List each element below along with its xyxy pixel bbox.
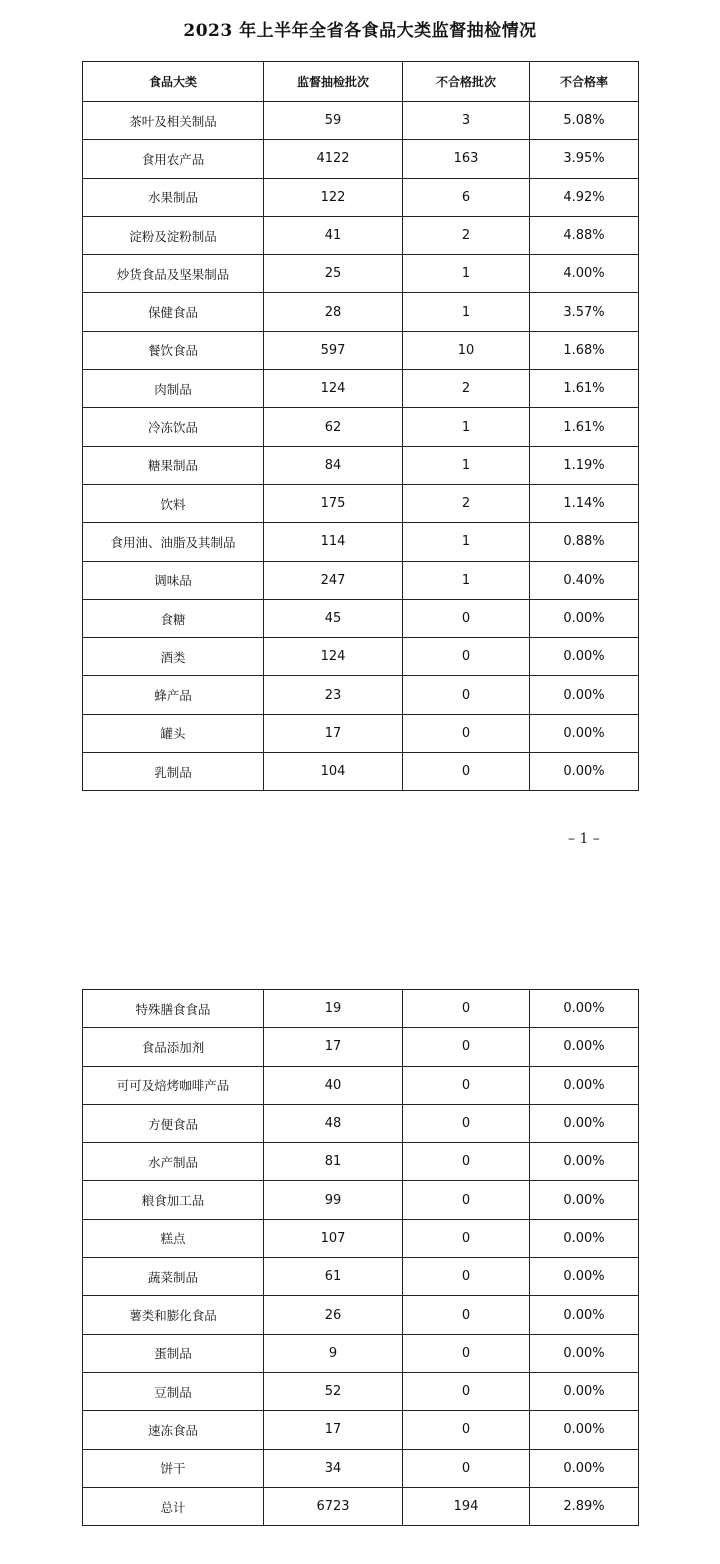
rate-cell: 1.61% xyxy=(530,370,639,408)
table-row xyxy=(83,140,639,178)
table-row xyxy=(83,1296,639,1334)
table-row xyxy=(83,370,639,408)
rate-cell: 1.68% xyxy=(530,331,639,369)
rate-cell: 5.08% xyxy=(530,102,639,140)
batches-cell: 26 xyxy=(264,1296,403,1334)
category-cell: 食品添加剂 xyxy=(83,1028,264,1066)
rate-cell: 4.92% xyxy=(530,178,639,216)
category-cell: 食用农产品 xyxy=(83,140,264,178)
rate-cell: 0.00% xyxy=(530,990,639,1028)
rate-cell: 0.00% xyxy=(530,1066,639,1104)
category-cell: 茶叶及相关制品 xyxy=(83,102,264,140)
table-row xyxy=(83,1143,639,1181)
category-cell: 豆制品 xyxy=(83,1372,264,1410)
table-row xyxy=(83,1219,639,1257)
category-cell: 粮食加工品 xyxy=(83,1181,264,1219)
rate-cell: 0.00% xyxy=(530,1104,639,1142)
table-row xyxy=(83,523,639,561)
category-cell: 肉制品 xyxy=(83,370,264,408)
category-cell: 炒货食品及坚果制品 xyxy=(83,255,264,293)
failed-cell: 0 xyxy=(403,1372,530,1410)
failed-cell: 2 xyxy=(403,370,530,408)
rate-cell: 2.89% xyxy=(530,1487,639,1525)
inspection-table-page1 xyxy=(82,61,639,791)
failed-cell: 0 xyxy=(403,1104,530,1142)
failed-cell: 0 xyxy=(403,1066,530,1104)
table-row xyxy=(83,102,639,140)
failed-cell: 1 xyxy=(403,255,530,293)
batches-cell: 104 xyxy=(264,753,403,791)
batches-cell: 28 xyxy=(264,293,403,331)
rate-cell: 0.00% xyxy=(530,753,639,791)
page-number: – 1 – xyxy=(568,831,600,847)
failed-cell: 0 xyxy=(403,1334,530,1372)
category-cell: 蔬菜制品 xyxy=(83,1258,264,1296)
table-row xyxy=(83,293,639,331)
rate-cell: 0.00% xyxy=(530,1449,639,1487)
failed-cell: 1 xyxy=(403,523,530,561)
table-row xyxy=(83,178,639,216)
table-row xyxy=(83,1411,639,1449)
failed-cell: 0 xyxy=(403,990,530,1028)
table-row xyxy=(83,1372,639,1410)
failed-cell: 1 xyxy=(403,561,530,599)
category-cell: 酒类 xyxy=(83,638,264,676)
batches-cell: 48 xyxy=(264,1104,403,1142)
rate-cell: 0.00% xyxy=(530,1258,639,1296)
batches-cell: 19 xyxy=(264,990,403,1028)
batches-cell: 124 xyxy=(264,370,403,408)
failed-cell: 0 xyxy=(403,714,530,752)
table-row xyxy=(83,1258,639,1296)
table-row xyxy=(83,1104,639,1142)
table-row xyxy=(83,599,639,637)
rate-cell: 0.00% xyxy=(530,676,639,714)
batches-cell: 597 xyxy=(264,331,403,369)
category-cell: 蛋制品 xyxy=(83,1334,264,1372)
rate-cell: 0.00% xyxy=(530,638,639,676)
failed-cell: 0 xyxy=(403,1296,530,1334)
failed-cell: 0 xyxy=(403,1143,530,1181)
rate-cell: 3.95% xyxy=(530,140,639,178)
batches-cell: 4122 xyxy=(264,140,403,178)
batches-cell: 99 xyxy=(264,1181,403,1219)
table-row xyxy=(83,753,639,791)
header-failed: 不合格批次 xyxy=(403,62,530,102)
header-batches: 监督抽检批次 xyxy=(264,62,403,102)
category-cell: 保健食品 xyxy=(83,293,264,331)
batches-cell: 107 xyxy=(264,1219,403,1257)
rate-cell: 1.14% xyxy=(530,484,639,522)
batches-cell: 45 xyxy=(264,599,403,637)
header-rate: 不合格率 xyxy=(530,62,639,102)
category-cell: 水产制品 xyxy=(83,1143,264,1181)
header-category: 食品大类 xyxy=(83,62,264,102)
batches-cell: 17 xyxy=(264,1411,403,1449)
category-cell: 特殊膳食食品 xyxy=(83,990,264,1028)
rate-cell: 0.00% xyxy=(530,1028,639,1066)
failed-cell: 0 xyxy=(403,1258,530,1296)
failed-cell: 0 xyxy=(403,1181,530,1219)
category-cell: 罐头 xyxy=(83,714,264,752)
category-cell: 调味品 xyxy=(83,561,264,599)
category-cell: 方便食品 xyxy=(83,1104,264,1142)
failed-cell: 0 xyxy=(403,676,530,714)
table-row xyxy=(83,446,639,484)
category-cell: 食糖 xyxy=(83,599,264,637)
category-cell: 糖果制品 xyxy=(83,446,264,484)
batches-cell: 124 xyxy=(264,638,403,676)
category-cell: 乳制品 xyxy=(83,753,264,791)
batches-cell: 84 xyxy=(264,446,403,484)
failed-cell: 3 xyxy=(403,102,530,140)
rate-cell: 0.00% xyxy=(530,714,639,752)
table-row xyxy=(83,1449,639,1487)
inspection-table-page2 xyxy=(82,989,639,1526)
rate-cell: 0.00% xyxy=(530,1411,639,1449)
table-row xyxy=(83,408,639,446)
batches-cell: 247 xyxy=(264,561,403,599)
category-cell: 可可及焙烤咖啡产品 xyxy=(83,1066,264,1104)
batches-cell: 81 xyxy=(264,1143,403,1181)
failed-cell: 0 xyxy=(403,638,530,676)
category-cell: 饼干 xyxy=(83,1449,264,1487)
table-row xyxy=(83,1066,639,1104)
document-title: 2023 年上半年全省各食品大类监督抽检情况 xyxy=(183,21,537,41)
rate-cell: 4.00% xyxy=(530,255,639,293)
rate-cell: 0.00% xyxy=(530,1334,639,1372)
table-row xyxy=(83,1028,639,1066)
category-cell: 淀粉及淀粉制品 xyxy=(83,216,264,254)
failed-cell: 10 xyxy=(403,331,530,369)
table-row xyxy=(83,331,639,369)
failed-cell: 2 xyxy=(403,216,530,254)
rate-cell: 0.40% xyxy=(530,561,639,599)
table-row xyxy=(83,216,639,254)
batches-cell: 114 xyxy=(264,523,403,561)
table-row xyxy=(83,484,639,522)
rate-cell: 3.57% xyxy=(530,293,639,331)
rate-cell: 0.00% xyxy=(530,1143,639,1181)
failed-cell: 0 xyxy=(403,1028,530,1066)
batches-cell: 34 xyxy=(264,1449,403,1487)
category-cell: 总计 xyxy=(83,1487,264,1525)
category-cell: 糕点 xyxy=(83,1219,264,1257)
failed-cell: 2 xyxy=(403,484,530,522)
table-row xyxy=(83,676,639,714)
batches-cell: 122 xyxy=(264,178,403,216)
batches-cell: 59 xyxy=(264,102,403,140)
failed-cell: 0 xyxy=(403,753,530,791)
table-header-row xyxy=(83,62,639,102)
table-row xyxy=(83,561,639,599)
failed-cell: 163 xyxy=(403,140,530,178)
failed-cell: 1 xyxy=(403,446,530,484)
rate-cell: 0.00% xyxy=(530,1181,639,1219)
category-cell: 食用油、油脂及其制品 xyxy=(83,523,264,561)
category-cell: 水果制品 xyxy=(83,178,264,216)
rate-cell: 0.00% xyxy=(530,1219,639,1257)
batches-cell: 9 xyxy=(264,1334,403,1372)
category-cell: 薯类和膨化食品 xyxy=(83,1296,264,1334)
failed-cell: 194 xyxy=(403,1487,530,1525)
batches-cell: 52 xyxy=(264,1372,403,1410)
table-row xyxy=(83,1181,639,1219)
batches-cell: 6723 xyxy=(264,1487,403,1525)
batches-cell: 62 xyxy=(264,408,403,446)
batches-cell: 41 xyxy=(264,216,403,254)
failed-cell: 0 xyxy=(403,1219,530,1257)
rate-cell: 0.00% xyxy=(530,599,639,637)
failed-cell: 1 xyxy=(403,293,530,331)
batches-cell: 23 xyxy=(264,676,403,714)
batches-cell: 17 xyxy=(264,714,403,752)
rate-cell: 0.00% xyxy=(530,1296,639,1334)
table-row xyxy=(83,1334,639,1372)
table-row xyxy=(83,1487,639,1525)
category-cell: 冷冻饮品 xyxy=(83,408,264,446)
table-row xyxy=(83,255,639,293)
rate-cell: 1.61% xyxy=(530,408,639,446)
table-row xyxy=(83,638,639,676)
failed-cell: 0 xyxy=(403,1449,530,1487)
batches-cell: 61 xyxy=(264,1258,403,1296)
category-cell: 速冻食品 xyxy=(83,1411,264,1449)
table-row xyxy=(83,990,639,1028)
rate-cell: 4.88% xyxy=(530,216,639,254)
batches-cell: 17 xyxy=(264,1028,403,1066)
category-cell: 蜂产品 xyxy=(83,676,264,714)
rate-cell: 1.19% xyxy=(530,446,639,484)
failed-cell: 0 xyxy=(403,599,530,637)
table-row xyxy=(83,714,639,752)
category-cell: 饮料 xyxy=(83,484,264,522)
failed-cell: 6 xyxy=(403,178,530,216)
batches-cell: 25 xyxy=(264,255,403,293)
batches-cell: 175 xyxy=(264,484,403,522)
batches-cell: 40 xyxy=(264,1066,403,1104)
category-cell: 餐饮食品 xyxy=(83,331,264,369)
rate-cell: 0.00% xyxy=(530,1372,639,1410)
rate-cell: 0.88% xyxy=(530,523,639,561)
failed-cell: 1 xyxy=(403,408,530,446)
failed-cell: 0 xyxy=(403,1411,530,1449)
